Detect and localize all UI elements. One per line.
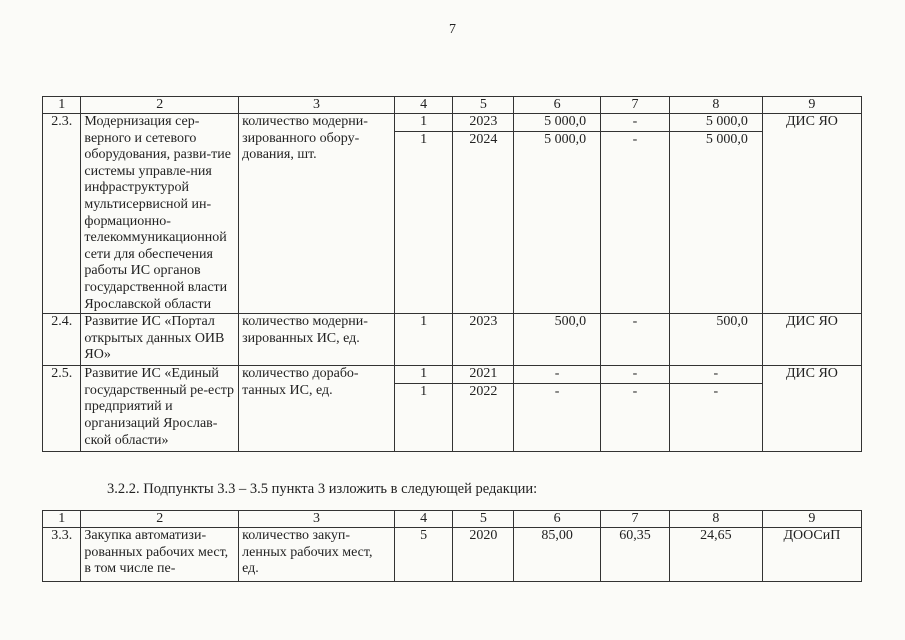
- indicator-name: [239, 528, 395, 582]
- col8-cell: -: [669, 383, 762, 451]
- executor-cell: ДИС ЯО: [762, 366, 861, 452]
- total-cell: 5 000,0: [514, 131, 601, 314]
- col8-cell: 5 000,0: [669, 131, 762, 314]
- indicator-name: количество модерни-зированного обору-дования, шт.: [239, 114, 395, 314]
- row-number: 2.3.: [43, 114, 81, 314]
- table-program-measures-2: [42, 510, 862, 582]
- row-number: 3.3.: [43, 528, 81, 582]
- total-cell: -: [514, 366, 601, 384]
- year-cell: 2023: [453, 114, 514, 132]
- indicator-name-text: количество закуп-ленных рабочих мест, ед.: [242, 528, 373, 577]
- header-col-9: 9: [762, 511, 861, 528]
- indicator-name: количество модерни-зированных ИС, ед.: [239, 314, 395, 366]
- quantity-cell: 5: [394, 528, 453, 582]
- total-cell: 5 000,0: [514, 114, 601, 132]
- row-number: 2.4.: [43, 314, 81, 366]
- measure-name: Модернизация сер-верного и сетевого оборудования, разви-тие системы управле-ния инфраструктурой мультисервисной ин-формационно-телекоммуникационной сети для обеспечения работы ИС органов государственной власти Ярославской области: [81, 114, 239, 314]
- executor-cell: ДООСиП: [762, 528, 861, 582]
- indicator-name: количество дорабо-танных ИС, ед.: [239, 366, 395, 452]
- quantity-cell: 1: [394, 131, 453, 314]
- quantity-cell: 1: [394, 114, 453, 132]
- total-cell: 500,0: [514, 314, 601, 366]
- header-col-2: 2: [81, 97, 239, 114]
- col7-cell: -: [601, 383, 670, 451]
- header-col-5: 5: [453, 511, 514, 528]
- table-row: [43, 366, 862, 384]
- year-cell: 2022: [453, 383, 514, 451]
- table-row: [43, 528, 862, 582]
- table-header-row: [43, 511, 862, 528]
- row-number: 2.5.: [43, 366, 81, 452]
- quantity-cell: 1: [394, 314, 453, 366]
- quantity-cell: 1: [394, 383, 453, 451]
- header-col-7: 7: [601, 511, 670, 528]
- col8-cell: 24,65: [669, 528, 762, 582]
- col8-cell: 5 000,0: [669, 114, 762, 132]
- header-col-3: 3: [239, 97, 395, 114]
- quantity-cell: 1: [394, 366, 453, 384]
- measure-name: Развитие ИС «Единый государственный ре-естр предприятий и организаций Ярослав-ской области»: [81, 366, 239, 452]
- page-number: 7: [449, 22, 456, 37]
- executor-cell: ДИС ЯО: [762, 114, 861, 314]
- year-cell: 2021: [453, 366, 514, 384]
- header-col-2: 2: [81, 511, 239, 528]
- header-col-4: 4: [394, 97, 453, 114]
- header-col-6: 6: [514, 97, 601, 114]
- header-col-1: 1: [43, 511, 81, 528]
- header-col-8: 8: [669, 511, 762, 528]
- table-row: [43, 314, 862, 366]
- header-col-1: 1: [43, 97, 81, 114]
- col7-cell: -: [601, 114, 670, 132]
- year-cell: 2020: [453, 528, 514, 582]
- executor-cell: ДИС ЯО: [762, 314, 861, 366]
- table-row: [43, 114, 862, 132]
- col7-cell: -: [601, 366, 670, 384]
- col8-cell: 500,0: [669, 314, 762, 366]
- col7-cell: -: [601, 131, 670, 314]
- total-cell: 85,00: [514, 528, 601, 582]
- header-col-5: 5: [453, 97, 514, 114]
- header-col-7: 7: [601, 97, 670, 114]
- header-col-9: 9: [762, 97, 861, 114]
- col7-cell: 60,35: [601, 528, 670, 582]
- header-col-3: 3: [239, 511, 395, 528]
- measure-name: [81, 528, 239, 582]
- measure-name: Развитие ИС «Портал открытых данных ОИВ ЯО»: [81, 314, 239, 366]
- year-cell: 2023: [453, 314, 514, 366]
- table-header-row: [43, 97, 862, 114]
- col7-cell: -: [601, 314, 670, 366]
- total-cell: -: [514, 383, 601, 451]
- header-col-8: 8: [669, 97, 762, 114]
- year-cell: 2024: [453, 131, 514, 314]
- header-col-6: 6: [514, 511, 601, 528]
- header-col-4: 4: [394, 511, 453, 528]
- col8-cell: -: [669, 366, 762, 384]
- amendment-paragraph: 3.2.2. Подпункты 3.3 – 3.5 пункта 3 изложить в следующей редакции:: [107, 481, 538, 497]
- measure-name-text: Закупка автоматизи-рованных рабочих мест, в том числе пе-: [84, 528, 229, 577]
- table-program-measures: [42, 96, 862, 452]
